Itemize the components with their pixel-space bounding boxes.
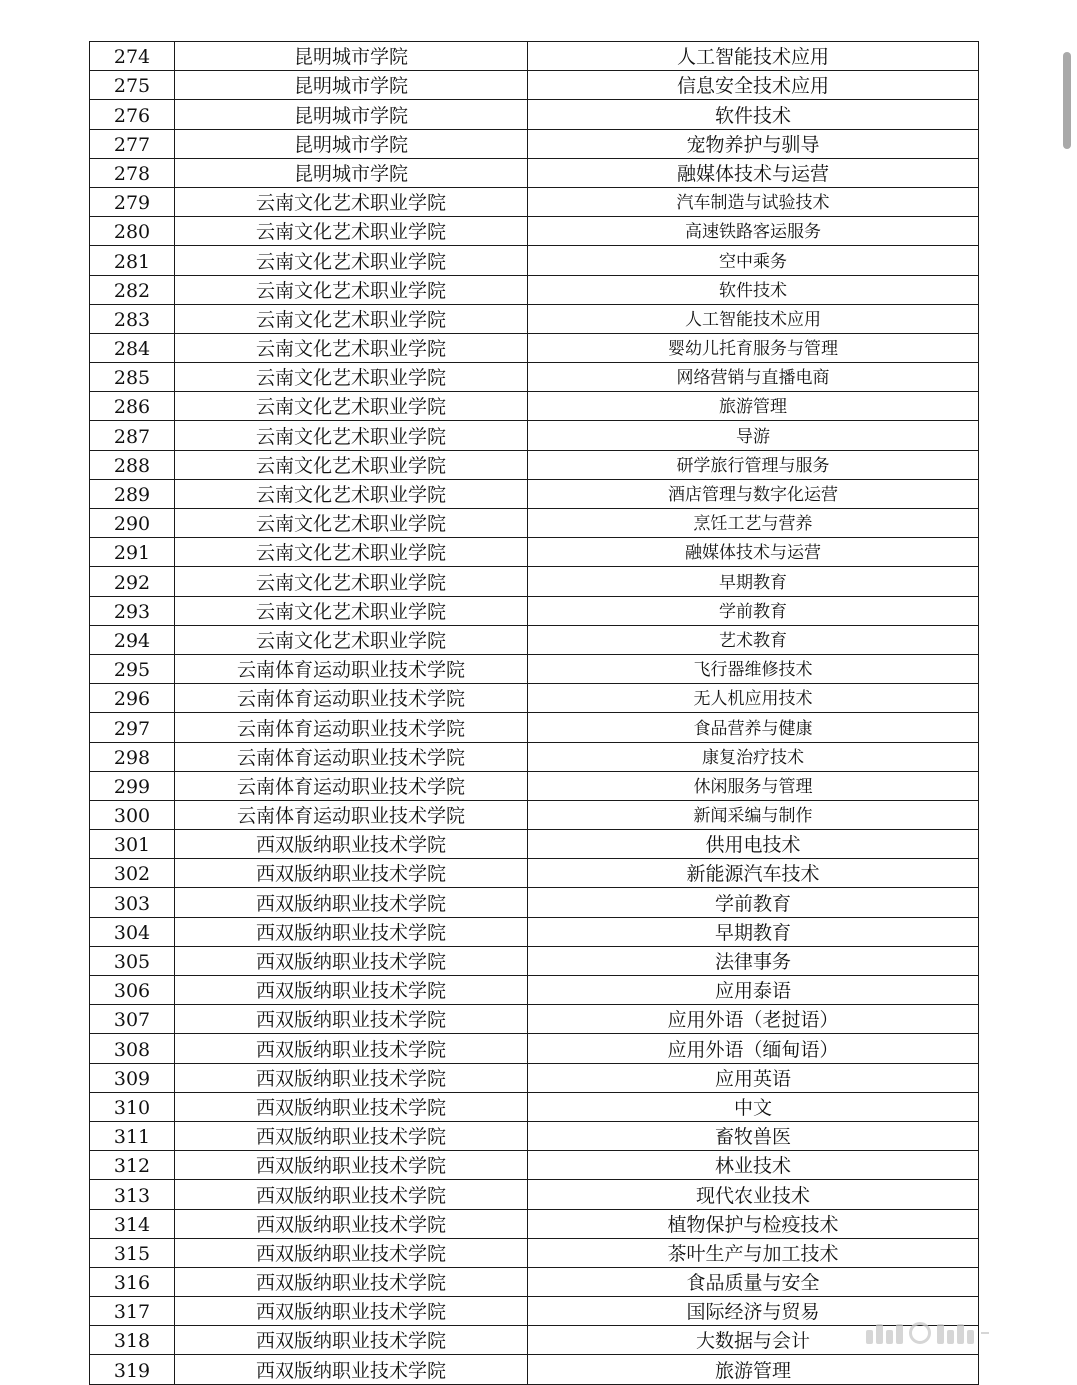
- major-name-cell: 康复治疗技术: [528, 742, 979, 771]
- row-number-cell: 314: [90, 1209, 175, 1238]
- table-row: [90, 1209, 979, 1238]
- school-name-cell: 云南文化艺术职业学院: [175, 509, 528, 538]
- table-row: [90, 217, 979, 246]
- table-row: [90, 304, 979, 333]
- table-row: [90, 800, 979, 829]
- school-name-cell: 西双版纳职业技术学院: [175, 976, 528, 1005]
- table-row: [90, 1005, 979, 1034]
- major-name-cell: 应用外语（老挝语）: [528, 1005, 979, 1034]
- table-row: [90, 1326, 979, 1355]
- row-number-cell: 313: [90, 1180, 175, 1209]
- major-name-cell: 食品营养与健康: [528, 713, 979, 742]
- school-name-cell: 云南文化艺术职业学院: [175, 275, 528, 304]
- table-row: [90, 363, 979, 392]
- school-name-cell: 云南体育运动职业技术学院: [175, 771, 528, 800]
- school-name-cell: 云南文化艺术职业学院: [175, 217, 528, 246]
- school-name-cell: 昆明城市学院: [175, 129, 528, 158]
- school-name-cell: 云南文化艺术职业学院: [175, 392, 528, 421]
- major-name-cell: 国际经济与贸易: [528, 1297, 979, 1326]
- major-name-cell: 人工智能技术应用: [528, 42, 979, 71]
- school-name-cell: 西双版纳职业技术学院: [175, 1326, 528, 1355]
- school-name-cell: 西双版纳职业技术学院: [175, 1121, 528, 1150]
- major-name-cell: 新闻采编与制作: [528, 800, 979, 829]
- table-row: [90, 1034, 979, 1063]
- row-number-cell: 302: [90, 859, 175, 888]
- table-row: [90, 771, 979, 800]
- scrollbar-thumb[interactable]: [1063, 52, 1071, 149]
- major-list-table: [89, 41, 979, 1385]
- major-name-cell: 供用电技术: [528, 830, 979, 859]
- school-name-cell: 云南文化艺术职业学院: [175, 246, 528, 275]
- school-name-cell: 云南体育运动职业技术学院: [175, 684, 528, 713]
- table-row: [90, 450, 979, 479]
- major-name-cell: 空中乘务: [528, 246, 979, 275]
- school-name-cell: 云南文化艺术职业学院: [175, 479, 528, 508]
- table-row: [90, 1238, 979, 1267]
- row-number-cell: 312: [90, 1151, 175, 1180]
- table-row: [90, 129, 979, 158]
- school-name-cell: 云南文化艺术职业学院: [175, 187, 528, 216]
- row-number-cell: 307: [90, 1005, 175, 1034]
- major-name-cell: 应用英语: [528, 1063, 979, 1092]
- major-name-cell: 学前教育: [528, 596, 979, 625]
- school-name-cell: 云南文化艺术职业学院: [175, 625, 528, 654]
- row-number-cell: 308: [90, 1034, 175, 1063]
- school-name-cell: 云南文化艺术职业学院: [175, 596, 528, 625]
- school-name-cell: 云南文化艺术职业学院: [175, 333, 528, 362]
- major-name-cell: 无人机应用技术: [528, 684, 979, 713]
- major-name-cell: 林业技术: [528, 1151, 979, 1180]
- school-name-cell: 云南体育运动职业技术学院: [175, 713, 528, 742]
- school-name-cell: 西双版纳职业技术学院: [175, 1092, 528, 1121]
- school-name-cell: 西双版纳职业技术学院: [175, 946, 528, 975]
- table-row: [90, 567, 979, 596]
- school-name-cell: 西双版纳职业技术学院: [175, 1267, 528, 1296]
- school-name-cell: 西双版纳职业技术学院: [175, 1063, 528, 1092]
- table-row: [90, 859, 979, 888]
- major-name-cell: 早期教育: [528, 917, 979, 946]
- major-name-cell: 畜牧兽医: [528, 1121, 979, 1150]
- row-number-cell: 281: [90, 246, 175, 275]
- row-number-cell: 294: [90, 625, 175, 654]
- major-name-cell: 旅游管理: [528, 392, 979, 421]
- school-name-cell: 云南体育运动职业技术学院: [175, 742, 528, 771]
- school-name-cell: 西双版纳职业技术学院: [175, 1238, 528, 1267]
- school-name-cell: 云南体育运动职业技术学院: [175, 800, 528, 829]
- school-name-cell: 云南体育运动职业技术学院: [175, 654, 528, 683]
- major-name-cell: 休闲服务与管理: [528, 771, 979, 800]
- row-number-cell: 310: [90, 1092, 175, 1121]
- table-row: [90, 1063, 979, 1092]
- major-name-cell: 酒店管理与数字化运营: [528, 479, 979, 508]
- school-name-cell: 昆明城市学院: [175, 42, 528, 71]
- row-number-cell: 284: [90, 333, 175, 362]
- table-row: [90, 275, 979, 304]
- row-number-cell: 296: [90, 684, 175, 713]
- row-number-cell: 318: [90, 1326, 175, 1355]
- school-name-cell: 云南文化艺术职业学院: [175, 304, 528, 333]
- major-name-cell: 早期教育: [528, 567, 979, 596]
- row-number-cell: 301: [90, 830, 175, 859]
- table-row: [90, 1121, 979, 1150]
- table-row: [90, 42, 979, 71]
- table-row: [90, 654, 979, 683]
- major-name-cell: 食品质量与安全: [528, 1267, 979, 1296]
- row-number-cell: 303: [90, 888, 175, 917]
- major-name-cell: 现代农业技术: [528, 1180, 979, 1209]
- school-name-cell: 西双版纳职业技术学院: [175, 830, 528, 859]
- major-name-cell: 软件技术: [528, 275, 979, 304]
- major-name-cell: 大数据与会计: [528, 1326, 979, 1355]
- row-number-cell: 317: [90, 1297, 175, 1326]
- row-number-cell: 311: [90, 1121, 175, 1150]
- row-number-cell: 300: [90, 800, 175, 829]
- major-name-cell: 研学旅行管理与服务: [528, 450, 979, 479]
- table-row: [90, 946, 979, 975]
- school-name-cell: 昆明城市学院: [175, 71, 528, 100]
- school-name-cell: 西双版纳职业技术学院: [175, 1151, 528, 1180]
- major-name-cell: 婴幼儿托育服务与管理: [528, 333, 979, 362]
- major-name-cell: 人工智能技术应用: [528, 304, 979, 333]
- row-number-cell: 290: [90, 509, 175, 538]
- school-name-cell: 云南文化艺术职业学院: [175, 363, 528, 392]
- table-row: [90, 1180, 979, 1209]
- school-name-cell: 西双版纳职业技术学院: [175, 1034, 528, 1063]
- major-name-cell: 中文: [528, 1092, 979, 1121]
- row-number-cell: 282: [90, 275, 175, 304]
- row-number-cell: 274: [90, 42, 175, 71]
- platform-watermark-icon: [866, 1322, 989, 1344]
- row-number-cell: 288: [90, 450, 175, 479]
- table-row: [90, 509, 979, 538]
- row-number-cell: 277: [90, 129, 175, 158]
- major-name-cell: 旅游管理: [528, 1355, 979, 1384]
- row-number-cell: 292: [90, 567, 175, 596]
- table-row: [90, 713, 979, 742]
- school-name-cell: 云南文化艺术职业学院: [175, 421, 528, 450]
- table-row: [90, 392, 979, 421]
- school-name-cell: 西双版纳职业技术学院: [175, 859, 528, 888]
- school-name-cell: 西双版纳职业技术学院: [175, 1180, 528, 1209]
- major-name-cell: 法律事务: [528, 946, 979, 975]
- row-number-cell: 306: [90, 976, 175, 1005]
- school-name-cell: 云南文化艺术职业学院: [175, 538, 528, 567]
- major-name-cell: 汽车制造与试验技术: [528, 187, 979, 216]
- table-row: [90, 742, 979, 771]
- row-number-cell: 278: [90, 158, 175, 187]
- table-row: [90, 1151, 979, 1180]
- table-row: [90, 830, 979, 859]
- row-number-cell: 276: [90, 100, 175, 129]
- table-row: [90, 538, 979, 567]
- row-number-cell: 285: [90, 363, 175, 392]
- row-number-cell: 286: [90, 392, 175, 421]
- school-name-cell: 云南文化艺术职业学院: [175, 567, 528, 596]
- row-number-cell: 304: [90, 917, 175, 946]
- school-name-cell: 昆明城市学院: [175, 100, 528, 129]
- major-name-cell: 学前教育: [528, 888, 979, 917]
- table-row: [90, 1355, 979, 1384]
- major-name-cell: 导游: [528, 421, 979, 450]
- table-row: [90, 1092, 979, 1121]
- table-row: [90, 333, 979, 362]
- major-name-cell: 应用外语（缅甸语）: [528, 1034, 979, 1063]
- row-number-cell: 316: [90, 1267, 175, 1296]
- table-row: [90, 421, 979, 450]
- major-name-cell: 融媒体技术与运营: [528, 158, 979, 187]
- school-name-cell: 昆明城市学院: [175, 158, 528, 187]
- row-number-cell: 299: [90, 771, 175, 800]
- table-row: [90, 684, 979, 713]
- table-row: [90, 625, 979, 654]
- row-number-cell: 319: [90, 1355, 175, 1384]
- major-name-cell: 飞行器维修技术: [528, 654, 979, 683]
- school-name-cell: 西双版纳职业技术学院: [175, 917, 528, 946]
- major-name-cell: 植物保护与检疫技术: [528, 1209, 979, 1238]
- row-number-cell: 293: [90, 596, 175, 625]
- school-name-cell: 西双版纳职业技术学院: [175, 888, 528, 917]
- row-number-cell: 305: [90, 946, 175, 975]
- major-name-cell: 茶叶生产与加工技术: [528, 1238, 979, 1267]
- row-number-cell: 298: [90, 742, 175, 771]
- row-number-cell: 279: [90, 187, 175, 216]
- table-row: [90, 1267, 979, 1296]
- row-number-cell: 275: [90, 71, 175, 100]
- document-table-container: [89, 41, 979, 1385]
- table-row: [90, 246, 979, 275]
- major-name-cell: 烹饪工艺与营养: [528, 509, 979, 538]
- table-body: [90, 42, 979, 1385]
- table-row: [90, 479, 979, 508]
- major-name-cell: 高速铁路客运服务: [528, 217, 979, 246]
- table-row: [90, 1297, 979, 1326]
- major-name-cell: 信息安全技术应用: [528, 71, 979, 100]
- school-name-cell: 云南文化艺术职业学院: [175, 450, 528, 479]
- row-number-cell: 295: [90, 654, 175, 683]
- school-name-cell: 西双版纳职业技术学院: [175, 1297, 528, 1326]
- row-number-cell: 315: [90, 1238, 175, 1267]
- major-name-cell: 网络营销与直播电商: [528, 363, 979, 392]
- table-row: [90, 596, 979, 625]
- row-number-cell: 280: [90, 217, 175, 246]
- school-name-cell: 西双版纳职业技术学院: [175, 1005, 528, 1034]
- school-name-cell: 西双版纳职业技术学院: [175, 1209, 528, 1238]
- major-name-cell: 软件技术: [528, 100, 979, 129]
- row-number-cell: 289: [90, 479, 175, 508]
- table-row: [90, 917, 979, 946]
- major-name-cell: 融媒体技术与运营: [528, 538, 979, 567]
- major-name-cell: 应用泰语: [528, 976, 979, 1005]
- table-row: [90, 187, 979, 216]
- school-name-cell: 西双版纳职业技术学院: [175, 1355, 528, 1384]
- row-number-cell: 309: [90, 1063, 175, 1092]
- table-row: [90, 71, 979, 100]
- row-number-cell: 291: [90, 538, 175, 567]
- major-name-cell: 宠物养护与驯导: [528, 129, 979, 158]
- major-name-cell: 艺术教育: [528, 625, 979, 654]
- row-number-cell: 287: [90, 421, 175, 450]
- row-number-cell: 297: [90, 713, 175, 742]
- major-name-cell: 新能源汽车技术: [528, 859, 979, 888]
- table-row: [90, 888, 979, 917]
- table-row: [90, 100, 979, 129]
- table-row: [90, 158, 979, 187]
- row-number-cell: 283: [90, 304, 175, 333]
- table-row: [90, 976, 979, 1005]
